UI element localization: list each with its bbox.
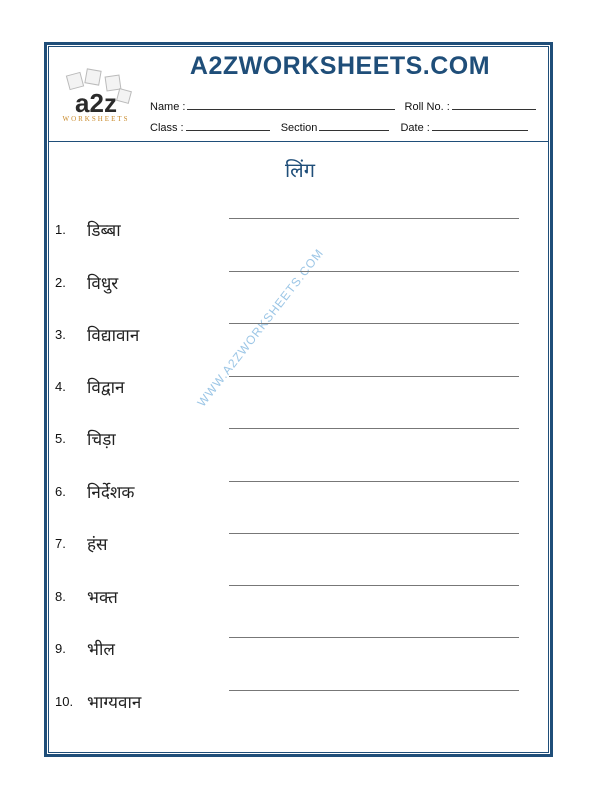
watermark: WWW.A2ZWORKSHEETS.COM bbox=[194, 245, 327, 410]
site-title: A2ZWORKSHEETS.COM bbox=[189, 52, 491, 80]
name-label: Name : bbox=[150, 101, 186, 113]
item-number: 1. bbox=[55, 222, 66, 237]
date-field-line[interactable] bbox=[432, 121, 528, 131]
item-word: विद्वान bbox=[87, 378, 125, 398]
item-number: 3. bbox=[55, 327, 66, 342]
answer-line[interactable] bbox=[229, 533, 519, 534]
page-border-inner bbox=[48, 46, 549, 753]
item-number: 4. bbox=[55, 379, 66, 394]
item-number: 9. bbox=[55, 641, 66, 656]
roll-field-line[interactable] bbox=[452, 100, 536, 110]
answer-line[interactable] bbox=[229, 323, 519, 324]
item-word: डिब्बा bbox=[87, 221, 121, 241]
class-section-date-row bbox=[150, 121, 528, 134]
class-field-line[interactable] bbox=[186, 121, 270, 131]
item-word: विधुर bbox=[87, 274, 119, 294]
class-label: Class : bbox=[150, 122, 184, 134]
item-word: भील bbox=[87, 640, 115, 660]
roll-label: Roll No. : bbox=[404, 101, 450, 113]
item-word: हंस bbox=[87, 535, 108, 555]
logo-text: a2z bbox=[75, 88, 117, 118]
item-word: भक्त bbox=[87, 588, 118, 608]
date-label: Date : bbox=[400, 122, 430, 134]
item-number: 5. bbox=[55, 431, 66, 446]
name-field-line[interactable] bbox=[187, 100, 395, 110]
item-word: चिड़ा bbox=[87, 430, 116, 450]
name-roll-row bbox=[150, 100, 536, 113]
item-word: निर्देशक bbox=[87, 483, 135, 503]
item-number: 10. bbox=[55, 694, 74, 709]
answer-line[interactable] bbox=[229, 428, 519, 429]
answer-line[interactable] bbox=[229, 271, 519, 272]
section-field-line[interactable] bbox=[319, 121, 389, 131]
item-word: भाग्यवान bbox=[87, 693, 142, 713]
worksheet-title: लिंग bbox=[285, 158, 315, 182]
item-number: 2. bbox=[55, 275, 66, 290]
item-number: 7. bbox=[55, 536, 66, 551]
answer-line[interactable] bbox=[229, 481, 519, 482]
item-word: विद्यावान bbox=[87, 326, 140, 346]
answer-line[interactable] bbox=[229, 376, 519, 377]
answer-line[interactable] bbox=[229, 637, 519, 638]
answer-line[interactable] bbox=[229, 690, 519, 691]
header-divider bbox=[48, 141, 549, 142]
answer-line[interactable] bbox=[229, 218, 519, 219]
item-number: 8. bbox=[55, 589, 66, 604]
item-number: 6. bbox=[55, 484, 66, 499]
logo-caption: WORKSHEETS bbox=[62, 115, 130, 123]
answer-line[interactable] bbox=[229, 585, 519, 586]
section-label: Section bbox=[280, 122, 318, 134]
